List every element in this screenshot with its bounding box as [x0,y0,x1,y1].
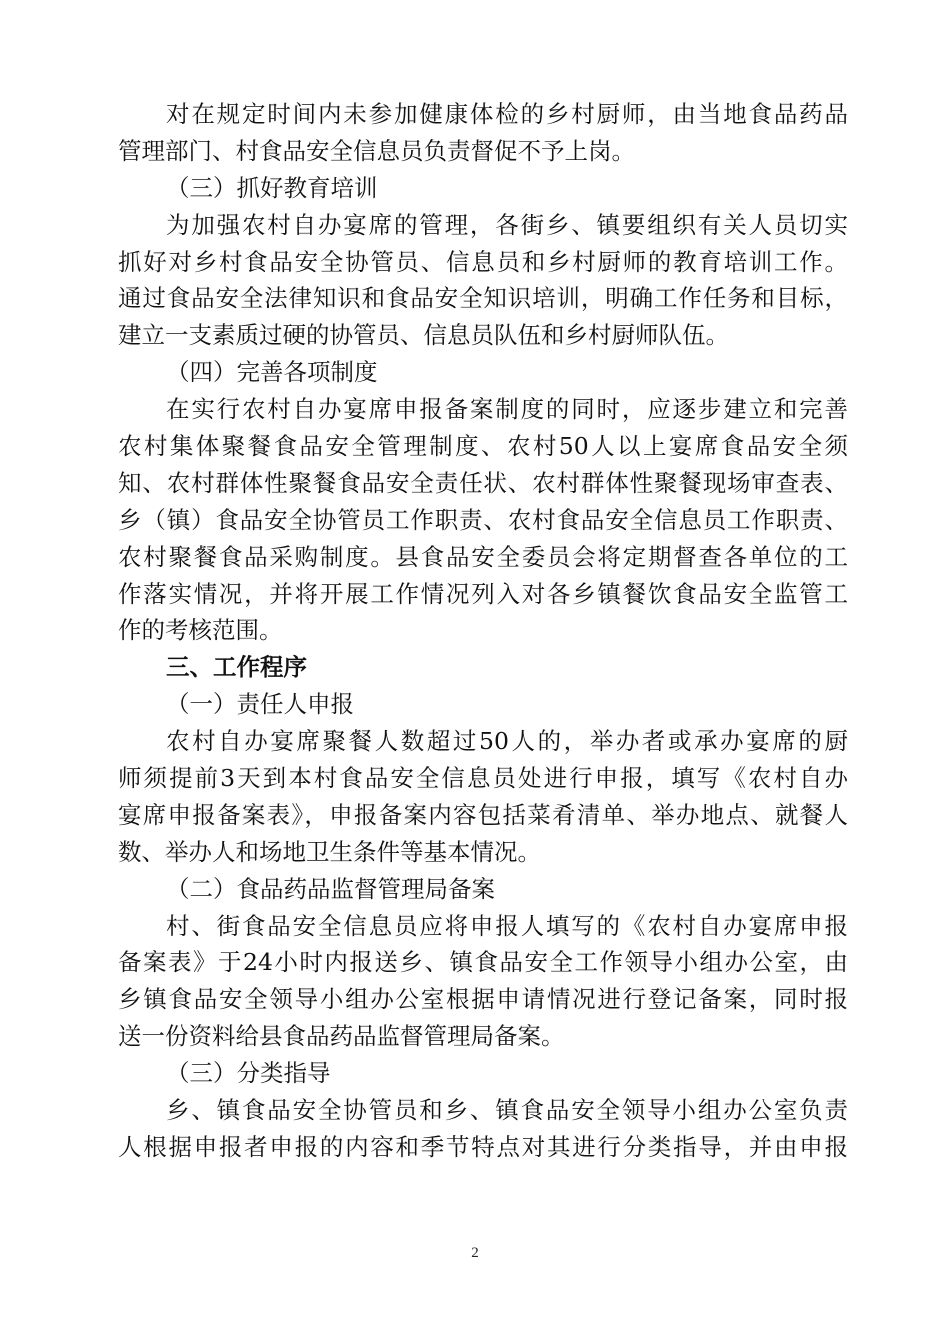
text-line: 农村自办宴席聚餐人数超过50人的，举办者或承办宴席的厨 [166,727,848,756]
text-line: 乡镇食品安全领导小组办公室根据申请情况进行登记备案，同时报 [118,985,848,1014]
text-line: 数、举办人和场地卫生条件等基本情况。 [118,837,541,866]
text-line: 农村聚餐食品采购制度。县食品安全委员会将定期督查各单位的工 [118,542,848,571]
section-heading: （三）抓好教育培训 [166,173,378,202]
text-line: 宴席申报备案表》，申报备案内容包括菜肴清单、举办地点、就餐人 [118,800,848,829]
text-line: 管理部门、村食品安全信息员负责督促不予上岗。 [118,136,635,165]
text-line: 乡、镇食品安全协管员和乡、镇食品安全领导小组办公室负责 [166,1096,848,1125]
text-line: 师须提前3天到本村食品安全信息员处进行申报，填写《农村自办 [118,764,848,793]
text-line: 作的考核范围。 [118,616,283,645]
text-line: 对在规定时间内未参加健康体检的乡村厨师，由当地食品药品 [166,100,848,128]
text-line: 建立一支素质过硬的协管员、信息员队伍和乡村厨师队伍。 [118,321,729,350]
document-body [118,96,848,1166]
text-line: 抓好对乡村食品安全协管员、信息员和乡村厨师的教育培训工作。 [118,247,848,276]
text-line: 备案表》于24小时内报送乡、镇食品安全工作领导小组办公室，由 [118,948,848,977]
text-line: 作落实情况，并将开展工作情况列入对各乡镇餐饮食品安全监管工 [118,579,848,608]
section-heading: （二）食品药品监督管理局备案 [166,874,495,903]
text-line: 乡（镇）食品安全协管员工作职责、农村食品安全信息员工作职责、 [118,505,848,534]
section-heading: （一）责任人申报 [166,690,354,719]
text-line: 农村集体聚餐食品安全管理制度、农村50人以上宴席食品安全须 [118,432,848,461]
text-line: 为加强农村自办宴席的管理，各街乡、镇要组织有关人员切实 [166,210,848,239]
text-line: 送一份资料给县食品药品监督管理局备案。 [118,1022,565,1051]
chapter-heading: 三、工作程序 [166,653,307,682]
text-line: 知、农村群体性聚餐食品安全责任状、农村群体性聚餐现场审查表、 [118,468,848,497]
section-heading: （四）完善各项制度 [166,358,378,387]
page-number: 2 [471,1245,479,1261]
section-heading: （三）分类指导 [166,1059,331,1088]
text-line: 通过食品安全法律知识和食品安全知识培训，明确工作任务和目标， [118,284,848,313]
text-line: 在实行农村自办宴席申报备案制度的同时，应逐步建立和完善 [166,395,848,424]
text-line: 村、街食品安全信息员应将申报人填写的《农村自办宴席申报 [166,911,848,940]
text-line: 人根据申报者申报的内容和季节特点对其进行分类指导，并由申报 [118,1132,848,1161]
